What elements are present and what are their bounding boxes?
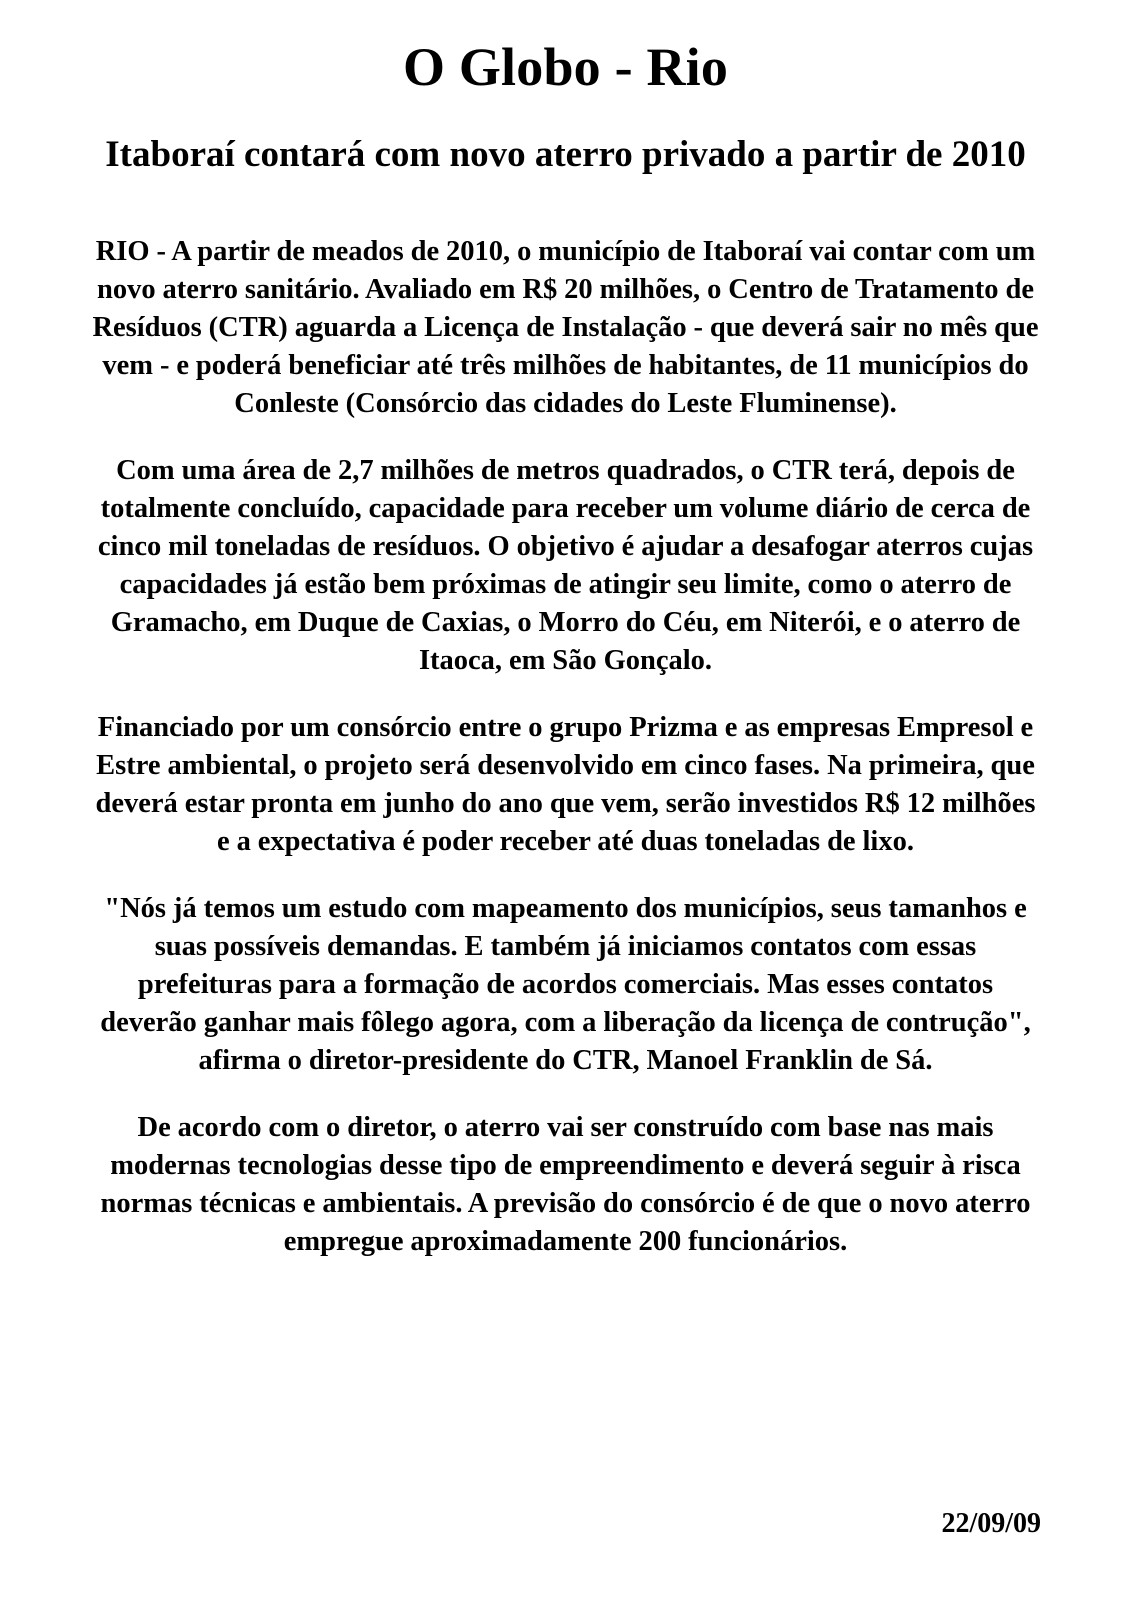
article-paragraph: Financiado por um consórcio entre o grupo Prizma e as empresas Empresol e Estre ambiental, o projeto será desenvolvido em cinco fases. Na primeira, que deverá estar pronta em junho do ano que vem, serão investidos R$ 12 milhões e a expectativa é poder receber até duas toneladas de lixo. xyxy=(95,712,1036,857)
article-paragraph: Com uma área de 2,7 milhões de metros quadrados, o CTR terá, depois de totalmente concluído, capacidade para receber um volume diário de cerca de cinco mil toneladas de resíduos. O objetivo é ajudar a desafogar aterros cujas capacidades já estão bem próximas de atingir seu limite, como o aterro de Gramacho, em Duque de Caxias, o Morro do Céu, em Niterói, e o aterro de Itaoca, em São Gonçalo. xyxy=(97,455,1034,676)
publication-date: 22/09/09 xyxy=(941,1508,1041,1539)
article-headline: Itaboraí contará com novo aterro privado a partir de 2010 xyxy=(105,134,1026,175)
page-title: O Globo - Rio xyxy=(402,37,729,97)
article-paragraph: De acordo com o diretor, o aterro vai ser construído com base nas mais modernas tecnologias desse tipo de empreendimento e deverá seguir à risca normas técnicas e ambientais. A previsão do consórcio é de que o novo aterro empregue aproximadamente 200 funcionários. xyxy=(100,1112,1031,1257)
article-body xyxy=(0,173,1131,1261)
article-paragraph: RIO - A partir de meados de 2010, o município de Itaboraí vai contar com um novo aterro sanitário. Avaliado em R$ 20 milhões, o Centro de Tratamento de Resíduos (CTR) aguarda a Licença de Instalação - que deverá sair no mês que vem - e poderá beneficiar até três milhões de habitantes, de 11 municípios do Conleste (Consórcio das cidades do Leste Fluminense). xyxy=(92,236,1039,419)
article-paragraph: "Nós já temos um estudo com mapeamento dos municípios, seus tamanhos e suas possíveis demandas. E também já iniciamos contatos com essas prefeituras para a formação de acordos comerciais. Mas esses contatos deverão ganhar mais fôlego agora, com a liberação da licença de contrução", afirma o diretor-presidente do CTR, Manoel Franklin de Sá. xyxy=(100,893,1031,1076)
